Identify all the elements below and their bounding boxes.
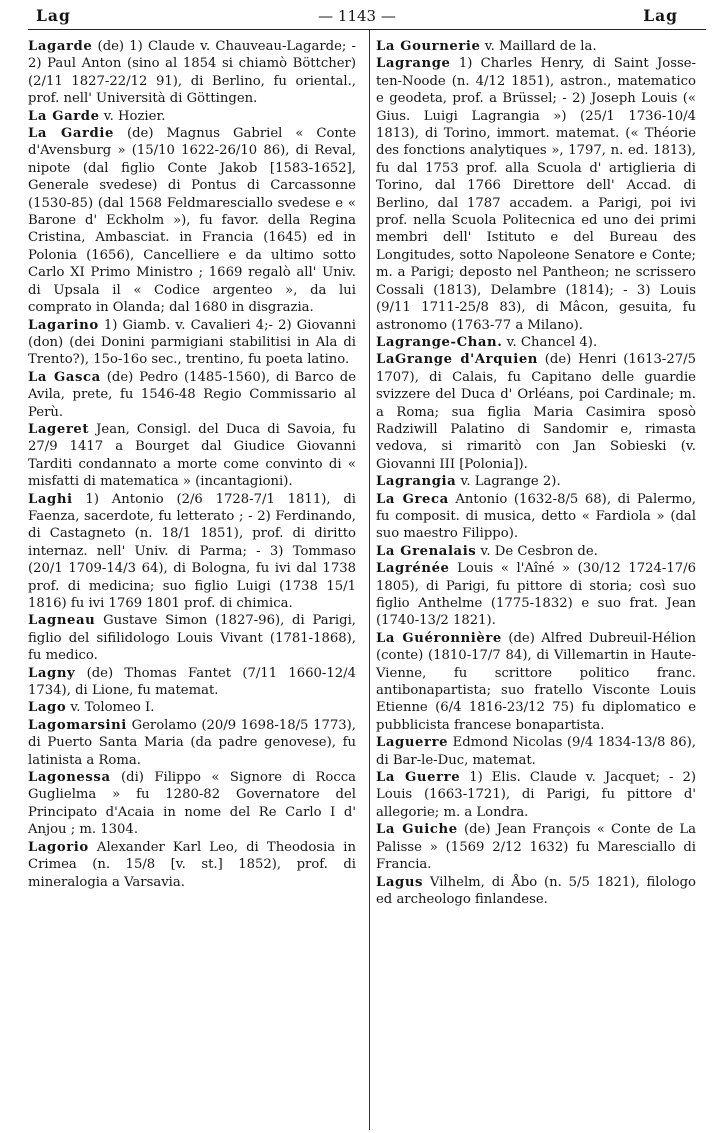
entry-lemma: La Grenalais — [376, 543, 477, 559]
dictionary-entry — [28, 839, 356, 891]
dictionary-entry — [376, 543, 696, 560]
dictionary-entry — [376, 630, 696, 734]
entry-text: v. Lagrange 2). — [456, 474, 561, 490]
entry-lemma: La Guiche — [376, 822, 458, 838]
entry-text: 1) Elis. Claude v. Jacquet; - 2) Louis (1663-1721), di Parigi, fu pittore d' allegorie; m. a Londra. — [376, 770, 696, 820]
entry-lemma: Lagrange — [376, 56, 451, 72]
entry-text: (de) Alfred Dubreuil-Hélion (conte) (1810-17/7 84), di Villemartin in Haute-Vienne, fu scrittore politico franc. antibonapartista; suo fratello Visconte Louis Etienne (6/4 1816-23/12 75) fu diplomatico e pubblicista francese bonapartista. — [376, 630, 696, 733]
dictionary-entry — [28, 369, 356, 421]
entry-text: 1) Charles Henry, di Saint Josse-ten-Noode (n. 4/12 1851), astron., matematico e geodeta, prof. a Brüssel; - 2) Joseph Louis (« Gius. Luigi Lagrangia ») (25/1 1736-10/4 1813), di Torino, immort. matemat. (« Théorie des fonctions analytiques », 1797, n. ed. 1813), fu dal 1753 prof. alla Scuola d' artiglieria di Torino, dal 1766 Direttore dell' Accad. di Berlino, dal 1787 accadem. a Parigi, poi ivi prof. nella Scuola Politecnica ed uno dei primi membri dell' Istituto e del Bureau des Longitudes, sotto Napoleone Senatore e Conte; m. a Parigi; deposto nel Pantheon; ne scrissero Cossali (1813), Delambre (1814); - 3) Louis (9/11 1711-25/8 83), di Mâcon, gesuita, fu astronomo (1763-77 a Milano). — [376, 56, 696, 333]
entry-text: v. De Cesbron de. — [476, 543, 598, 559]
running-header — [28, 6, 706, 26]
dictionary-entry — [28, 612, 356, 664]
header-rule — [28, 29, 706, 30]
entry-text: v. Maillard de la. — [480, 39, 597, 54]
entry-text: Edmond Nicolas (9/4 1834-13/8 86), di Bar-le-Duc, matemat. — [376, 735, 696, 768]
left-column — [28, 38, 362, 908]
entry-text: v. Tolomeo I. — [66, 700, 155, 716]
entry-lemma: La Guerre — [376, 770, 461, 786]
dictionary-entry — [376, 55, 696, 334]
entry-lemma: Lagorio — [28, 839, 89, 855]
entry-text: v. Chancel 4). — [502, 334, 598, 350]
header-left-word: Lag — [36, 6, 71, 25]
entry-lemma: Lageret — [28, 421, 90, 437]
entry-lemma: LaGrange d'Arquien — [376, 352, 538, 368]
entry-lemma: Lago — [28, 700, 67, 716]
dictionary-entry — [376, 351, 696, 473]
dictionary-entry — [376, 334, 696, 351]
entry-lemma: Lagarde — [28, 39, 93, 54]
entry-lemma: La Greca — [376, 491, 449, 507]
entry-lemma: Lagomarsini — [28, 717, 127, 733]
entry-lemma: La Gardie — [28, 126, 114, 142]
dictionary-entry — [28, 717, 356, 769]
page-number: — 1143 — — [318, 7, 396, 25]
entry-lemma: Lagarino — [28, 317, 99, 333]
entry-text: Louis « l'Aîné » (30/12 1724-17/6 1805), di Parigi, fu pittore di storia; così suo figlio Anthelme (1775-1832) e suo frat. Jean (1740-13/2 1821). — [376, 561, 696, 629]
dictionary-entry — [28, 665, 356, 700]
dictionary-entry — [376, 491, 696, 543]
entry-text: Gerolamo (20/9 1698-18/5 1773), di Puerto Santa Maria (da padre genovese), fu latinista a Roma. — [28, 717, 356, 768]
entry-lemma: La Gasca — [28, 369, 101, 385]
entry-lemma: Lagrangia — [376, 474, 457, 490]
header-right-word: Lag — [643, 6, 678, 25]
entry-text: 1) Giamb. v. Cavalieri 4;- 2) Giovanni (don) (dei Donini parmigiani stabilitisi in Ala di Trento?), 15o-16o sec., trentino, fu poeta latino. — [28, 317, 356, 368]
entry-text: (de) Henri (1613-27/5 1707), di Calais, fu Capitano delle guardie svizzere del Duca d' Orléans, poi Cardinale; m. a Roma; sua figlia Maria Casimira sposò Radziwill Palatino di Sandomir e, rimasta vedova, si rimaritò con Jan Sobieski (v. Giovanni III [Polonia]). — [376, 352, 696, 472]
entry-text: (de) Magnus Gabriel « Conte d'Avensburg » (15/10 1622-26/10 86), di Reval, nipote (dal figlio Conte Jakob [1583-1652], Generale svedese) di Pontus di Carcassonne (1530-85) (dal 1568 Feldmaresciallo svedese e « Barone d' Eckholm »), fu favor. della Regina Cristina, Ambasciat. in Francia (1645) ed in Polonia (1656), Cancelliere e da ultimo sotto Carlo XI Primo Ministro ; 1669 regalò all' Univ. di Upsala il « Codice argenteo », da lui comprato in Olanda; dal 1680 in disgrazia. — [28, 126, 356, 316]
entry-lemma: Laguerre — [376, 735, 449, 751]
entry-lemma: Lagus — [376, 874, 424, 890]
entry-lemma: Lagrange-Chan. — [376, 334, 503, 350]
entry-text: v. Hozier. — [99, 108, 166, 124]
entry-text: Jean, Consigl. del Duca di Savoia, fu 27/9 1417 a Bourget dal Giudice Giovanni Tarditi condannato a morte come convinto di « misfatti di matematica » (incantagioni). — [28, 421, 356, 490]
entry-text: (de) Jean François « Conte de La Palisse » (1569 2/12 1632) fu Maresciallo di Francia. — [376, 822, 696, 873]
entry-lemma: La Garde — [28, 108, 100, 124]
entry-text: (de) 1) Claude v. Chauveau-Lagarde; - 2) Paul Anton (sino al 1854 si chiamò Böttcher) (2/11 1827-22/12 91), di Berlino, fu oriental., prof. nell' Università di Göttingen. — [28, 39, 356, 107]
entry-text: Alexander Karl Leo, di Theodosia in Crimea (n. 15/8 [v. st.] 1852), prof. di mineralogia a Varsavia. — [28, 839, 356, 890]
dictionary-entry — [28, 421, 356, 491]
entry-text: (de) Thomas Fantet (7/11 1660-12/4 1734), di Lione, fu matemat. — [28, 665, 356, 699]
entry-text: Vilhelm, di Åbo (n. 5/5 1821), filologo ed archeologo finlandese. — [376, 874, 696, 907]
dictionary-entry — [376, 734, 696, 769]
dictionary-entry — [28, 38, 356, 108]
dictionary-entry — [376, 38, 696, 55]
dictionary-entry — [28, 769, 356, 839]
entry-lemma: Lagny — [28, 665, 76, 681]
dictionary-entry — [376, 769, 696, 821]
dictionary-entry — [28, 491, 356, 613]
entry-lemma: La Guéronnière — [376, 630, 502, 646]
dictionary-entry — [28, 125, 356, 316]
entry-lemma: Lagrénée — [376, 561, 450, 577]
entry-text: Gustave Simon (1827-96), di Parigi, figlio del sifilidologo Louis Vivant (1781-1868), fu medico. — [28, 613, 356, 664]
entry-text: (di) Filippo « Signore di Rocca Guglielma » fu 1280-82 Governatore del Principato d'Acaia in nome del Re Carlo I d' Anjou ; m. 1304. — [28, 770, 356, 838]
dictionary-entry — [28, 699, 356, 716]
entry-text: Antonio (1632-8/5 68), di Palermo, fu composit. di musica, detto « Fardiola » (dal suo maestro Filippo). — [376, 491, 696, 542]
column-divider — [369, 30, 370, 1130]
dictionary-entry — [376, 874, 696, 909]
dictionary-entry — [376, 821, 696, 873]
entry-text: (de) Pedro (1485-1560), di Barco de Avila, prete, fu 1546-48 Regio Commissario al Perù. — [28, 369, 357, 420]
dictionary-entry — [28, 317, 356, 369]
entry-lemma: La Gournerie — [376, 39, 481, 54]
dictionary-entry — [376, 560, 696, 630]
entry-text: 1) Antonio (2/6 1728-7/1 1811), di Faenza, sacerdote, fu letterato ; - 2) Ferdinando, di Castagneto (n. 18/1 1851), prof. di diritto internaz. nell' Univ. di Parma; - 3) Tommaso (20/1 1709-14/3 64), di Bologna, fu ivi dal 1738 prof. di medicina; suo figlio Luigi (1738 15/1 1816) fu ivi 1769 1801 prof. di chimica. — [28, 491, 356, 611]
entry-lemma: Lagneau — [28, 613, 96, 629]
right-column — [362, 38, 696, 908]
columns — [28, 38, 706, 908]
dictionary-entry — [376, 473, 696, 490]
entry-lemma: Laghi — [28, 491, 73, 507]
dictionary-entry — [28, 108, 356, 125]
entry-lemma: Lagonessa — [28, 770, 111, 786]
